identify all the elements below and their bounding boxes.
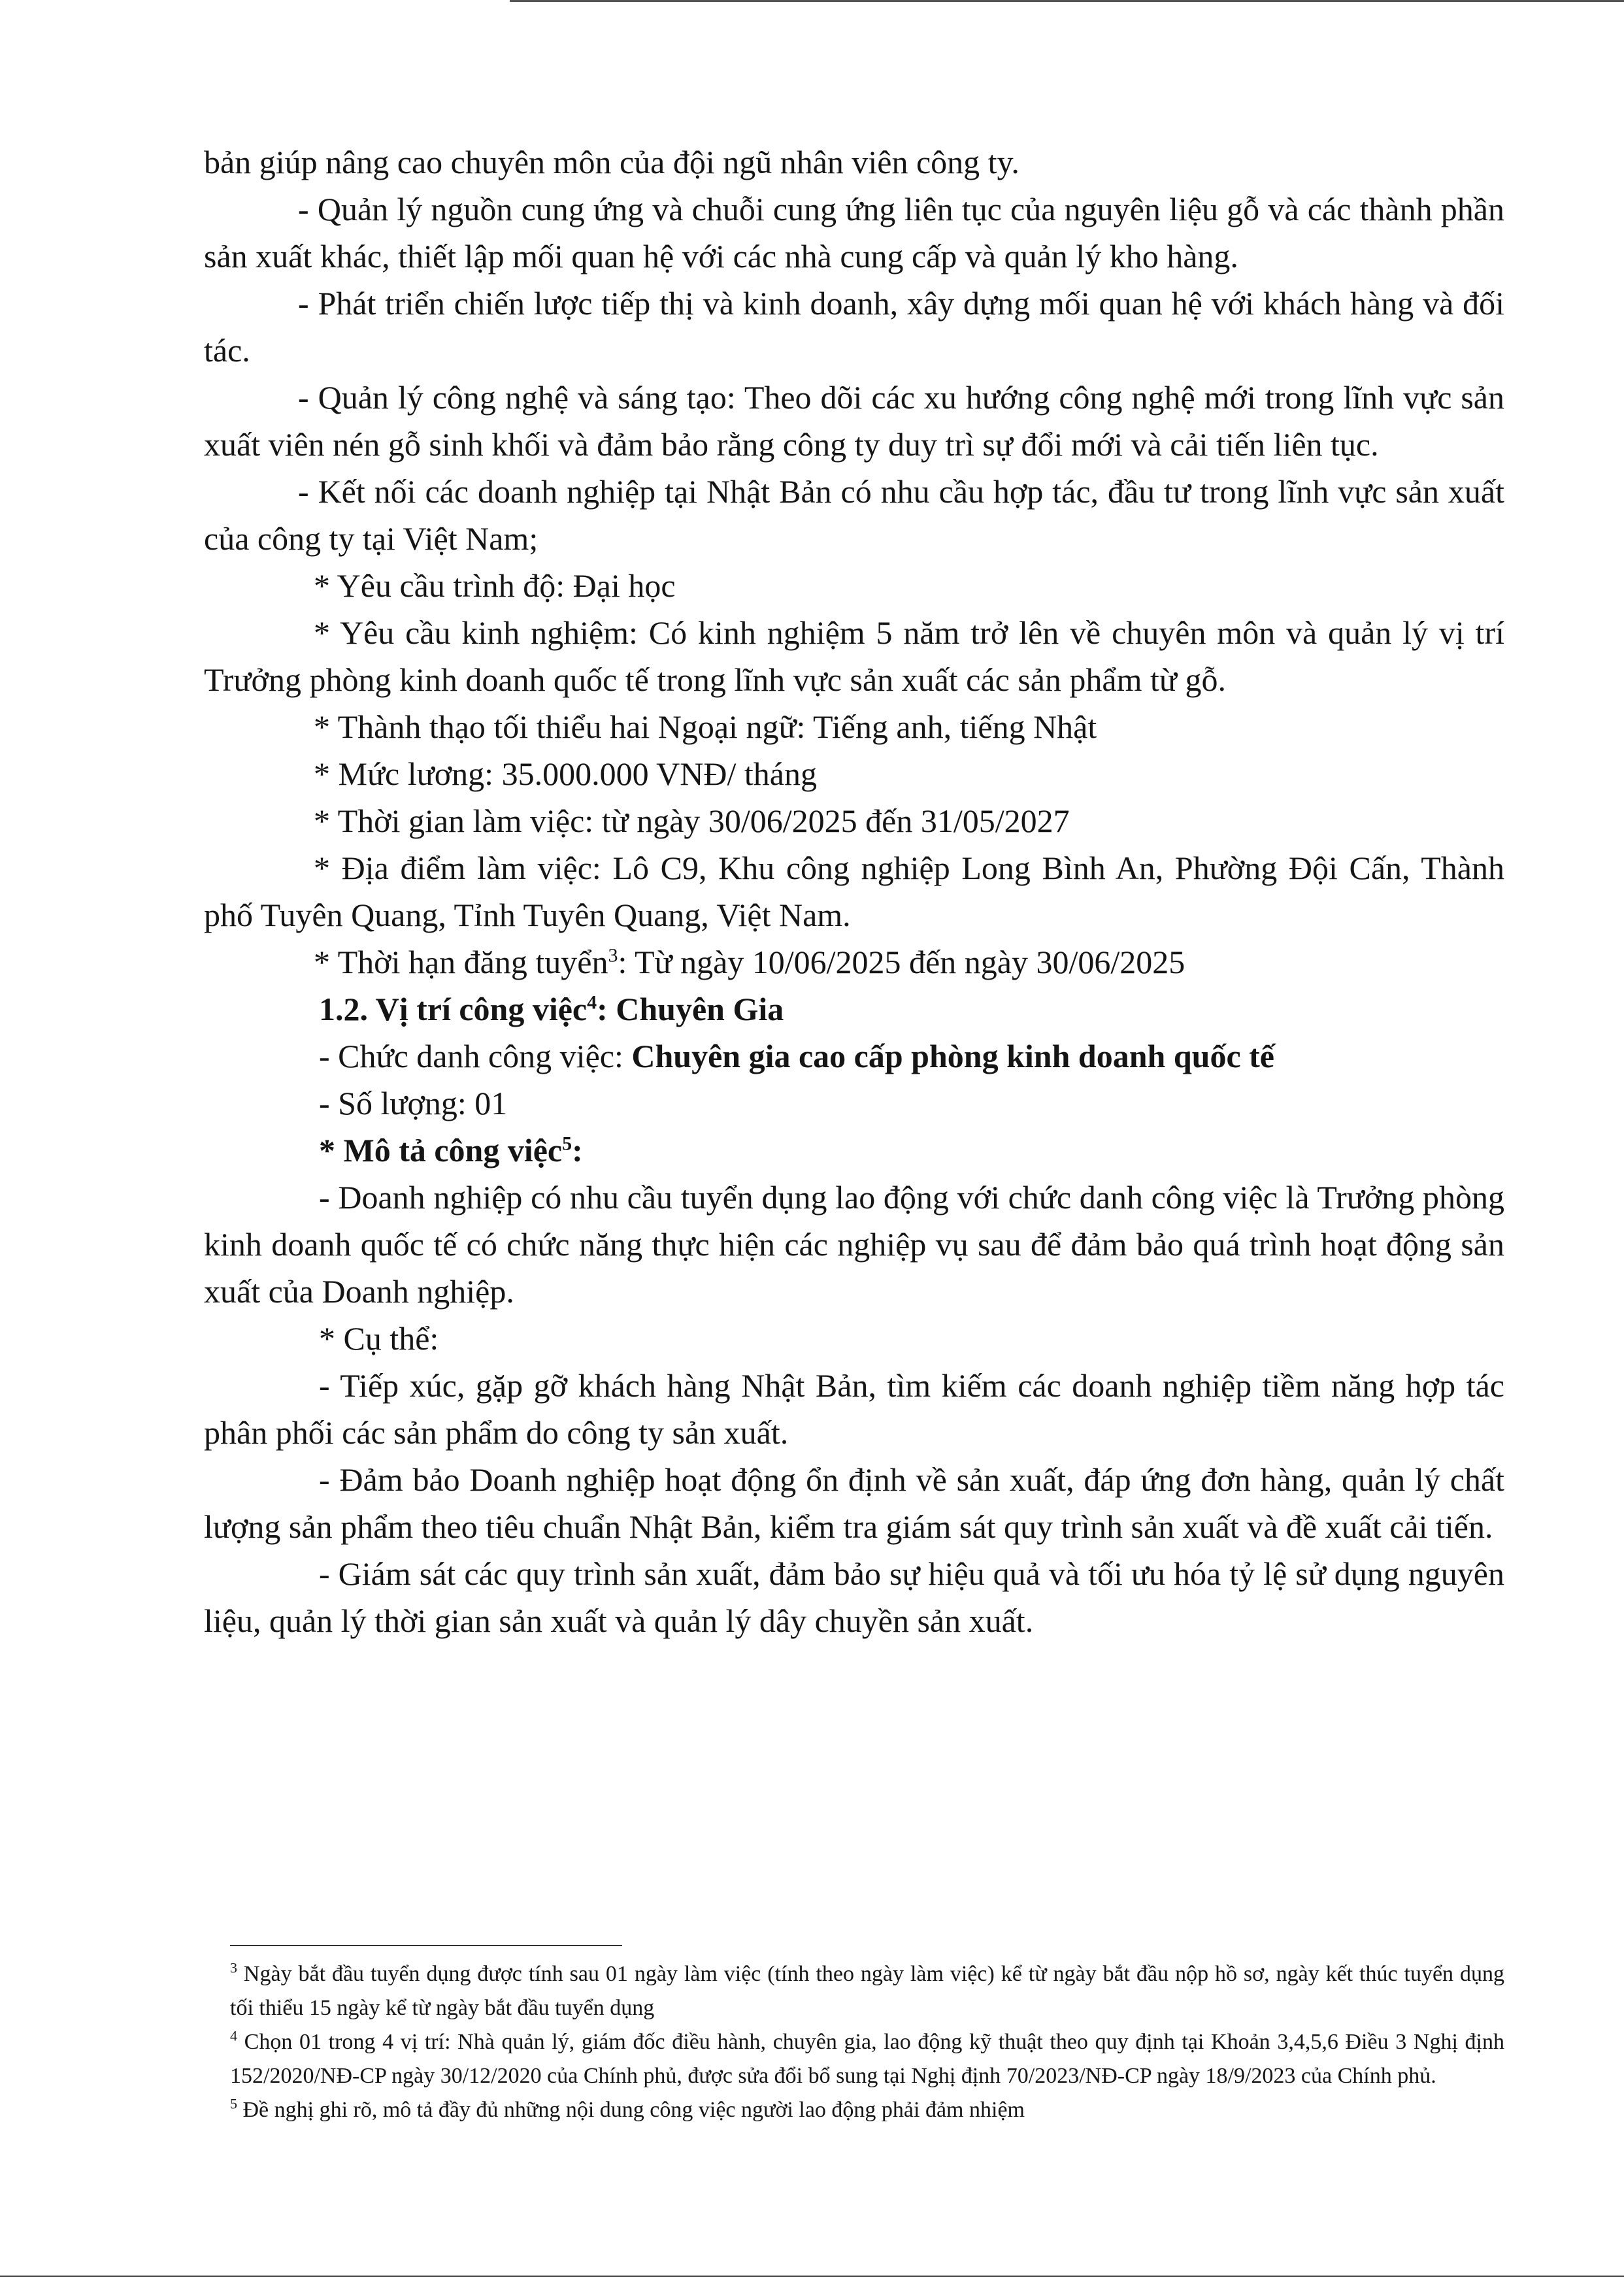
text: :: [572, 1132, 583, 1168]
footnote-text: Chọn 01 trong 4 vị trí: Nhà quản lý, giám đốc điều hành, chuyên gia, lao động kỹ thuật theo quy định tại Khoản 3,4,5,6 Điều 3 Nghị định 152/2020/NĐ-CP ngày 30/12/2020 của Chính phủ, được sửa đổi bổ sung tại Nghị định 70/2023/NĐ-CP ngày 18/9/2023 của Chính phủ.: [230, 2030, 1504, 2088]
text: : Chuyên Gia: [597, 991, 784, 1027]
footnote-ref: 4: [587, 991, 597, 1014]
paragraph: - Quản lý công nghệ và sáng tạo: Theo dõi các xu hướng công nghệ mới trong lĩnh vực sản xuất viên nén gỗ sinh khối và đảm bảo rằng công ty duy trì sự đổi mới và cải tiến liên tục.: [204, 379, 1504, 463]
paragraph: * Địa điểm làm việc: Lô C9, Khu công nghiệp Long Bình An, Phường Đội Cấn, Thành phố Tuyên Quang, Tỉnh Tuyên Quang, Việt Nam.: [204, 850, 1504, 933]
footnote-mark: 5: [230, 2095, 237, 2112]
paragraph: * Thành thạo tối thiểu hai Ngoại ngữ: Tiếng anh, tiếng Nhật: [314, 708, 1097, 745]
top-border-line: [510, 0, 1624, 2]
text: - Chức danh công việc:: [319, 1038, 632, 1074]
footnote-ref: 5: [562, 1133, 572, 1155]
document-body: [204, 139, 1504, 1644]
paragraph: - Doanh nghiệp có nhu cầu tuyển dụng lao động với chức danh công việc là Trưởng phòng kinh doanh quốc tế có chức năng thực hiện các nghiệp vụ sau để đảm bảo quá trình hoạt động sản xuất của Doanh nghiệp.: [204, 1179, 1504, 1310]
paragraph: - Phát triển chiến lược tiếp thị và kinh doanh, xây dựng mối quan hệ với khách hàng và đối tác.: [204, 285, 1504, 369]
text: * Mô tả công việc: [319, 1132, 563, 1168]
text: 1.2. Vị trí công việc: [319, 991, 588, 1027]
paragraph: - Đảm bảo Doanh nghiệp hoạt động ổn định về sản xuất, đáp ứng đơn hàng, quản lý chất lượng sản phẩm theo tiêu chuẩn Nhật Bản, kiểm tra giám sát quy trình sản xuất và đề xuất cải tiến.: [204, 1461, 1504, 1545]
footnote-mark: 3: [230, 1959, 237, 1976]
paragraph: - Kết nối các doanh nghiệp tại Nhật Bản có nhu cầu hợp tác, đầu tư trong lĩnh vực sản xuất của công ty tại Việt Nam;: [204, 473, 1504, 557]
paragraph: bản giúp nâng cao chuyên môn của đội ngũ nhân viên công ty.: [204, 144, 1019, 180]
paragraph: * Yêu cầu trình độ: Đại học: [314, 567, 676, 604]
subheading: [204, 1127, 1504, 1174]
job-title: Chuyên gia cao cấp phòng kinh doanh quốc tế: [631, 1038, 1274, 1074]
paragraph: * Mức lương: 35.000.000 VNĐ/ tháng: [314, 755, 817, 792]
bottom-scan-edge: [0, 2276, 1624, 2277]
footnote-mark: 4: [230, 2027, 237, 2044]
text: : Từ ngày 10/06/2025 đến ngày 30/06/2025: [618, 944, 1185, 980]
paragraph: * Thời gian làm việc: từ ngày 30/06/2025 đến 31/05/2027: [314, 803, 1070, 839]
paragraph: - Quản lý nguồn cung ứng và chuỗi cung ứng liên tục của nguyên liệu gỗ và các thành phần sản xuất khác, thiết lập mối quan hệ với các nhà cung cấp và quản lý kho hàng.: [204, 191, 1504, 274]
paragraph: * Cụ thể:: [319, 1320, 439, 1357]
paragraph: - Tiếp xúc, gặp gỡ khách hàng Nhật Bản, tìm kiếm các doanh nghiệp tiềm năng hợp tác phân phối các sản phẩm do công ty sản xuất.: [204, 1367, 1504, 1451]
text: * Thời hạn đăng tuyển: [314, 944, 608, 980]
footnotes: [230, 1957, 1504, 2127]
footnote: [230, 1957, 1504, 2025]
footnote-ref: 3: [608, 944, 618, 967]
footnote-separator: [230, 1945, 622, 1946]
paragraph: - Giám sát các quy trình sản xuất, đảm bảo sự hiệu quả và tối ưu hóa tỷ lệ sử dụng nguyên liệu, quản lý thời gian sản xuất và quản lý dây chuyền sản xuất.: [204, 1555, 1504, 1639]
paragraph: [204, 938, 1504, 986]
paragraph: [204, 1033, 1504, 1080]
footnote-text: Ngày bắt đầu tuyển dụng được tính sau 01 ngày làm việc (tính theo ngày làm việc) kể từ ngày bắt đầu nộp hồ sơ, ngày kết thúc tuyển dụng tối thiểu 15 ngày kể từ ngày bắt đầu tuyển dụng: [230, 1962, 1504, 2020]
footnote-text: Đề nghị ghi rõ, mô tả đầy đủ những nội dung công việc người lao động phải đảm nhiệm: [237, 2098, 1025, 2122]
footnote: [230, 2025, 1504, 2093]
section-heading: [204, 986, 1504, 1033]
paragraph: - Số lượng: 01: [319, 1085, 508, 1121]
footnote: [230, 2093, 1504, 2127]
paragraph: * Yêu cầu kinh nghiệm: Có kinh nghiệm 5 năm trở lên về chuyên môn và quản lý vị trí Trưởng phòng kinh doanh quốc tế trong lĩnh vực sản xuất các sản phẩm từ gỗ.: [204, 614, 1504, 698]
